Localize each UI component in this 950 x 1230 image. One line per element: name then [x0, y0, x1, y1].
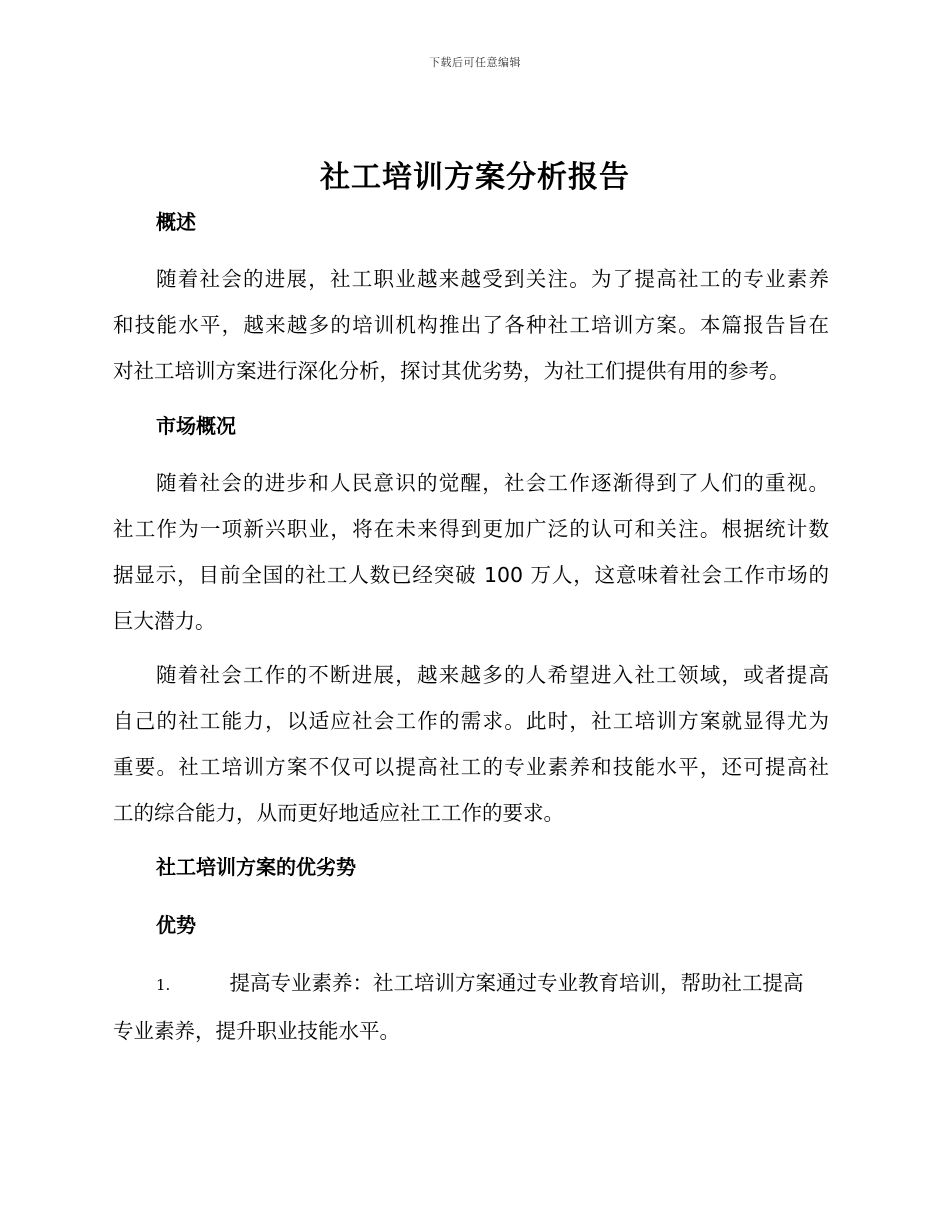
paragraph-line: 社工作为一项新兴职业，将在未来得到更加广泛的认可和关注。根据统计数: [113, 517, 829, 541]
market-paragraph-1: [113, 460, 829, 644]
paragraph-line: 自己的社工能力，以适应社会工作的需求。此时，社工培训方案就显得尤为: [113, 709, 829, 733]
list-item-first-line: [113, 960, 829, 1008]
list-item: [113, 960, 829, 1054]
paragraph-line: 重要。社工培训方案不仅可以提高社工的专业素养和技能水平，还可提高社: [113, 755, 829, 779]
section-heading-pros-cons: 社工培训方案的优劣势: [156, 855, 356, 879]
list-item-number: 1.: [156, 976, 171, 994]
overview-paragraph: [113, 256, 829, 394]
list-item-continuation: 专业素养，提升职业技能水平。: [113, 1019, 400, 1043]
list-item-text: 提高专业素养：社工培训方案通过专业教育培训，帮助社工提高: [229, 971, 804, 995]
paragraph-line: 对社工培训方案进行深化分析，探讨其优劣势，为社工们提供有用的参考。: [113, 359, 790, 383]
document-title: 社工培训方案分析报告: [320, 160, 630, 195]
paragraph-line: 和技能水平，越来越多的培训机构推出了各种社工培训方案。本篇报告旨在: [113, 313, 829, 337]
market-paragraph-2: [113, 652, 829, 836]
paragraph-line: 工的综合能力，从而更好地适应社工工作的要求。: [113, 801, 564, 825]
section-heading-market: 市场概况: [156, 414, 236, 438]
section-heading-overview: 概述: [156, 210, 196, 234]
paragraph-line: 据显示，目前全国的社工人数已经突破 100 万人，这意味着社会工作市场的: [113, 563, 829, 587]
page-header-note: 下载后可任意编辑: [429, 56, 521, 69]
sub-heading-advantages: 优势: [156, 913, 196, 937]
paragraph-line: 随着社会的进展，社工职业越来越受到关注。为了提高社工的专业素养: [156, 267, 829, 291]
paragraph-line: 随着社会工作的不断进展，越来越多的人希望进入社工领域，或者提高: [156, 663, 829, 687]
paragraph-line: 巨大潜力。: [113, 609, 216, 633]
paragraph-line: 随着社会的进步和人民意识的觉醒，社会工作逐渐得到了人们的重视。: [156, 471, 829, 495]
